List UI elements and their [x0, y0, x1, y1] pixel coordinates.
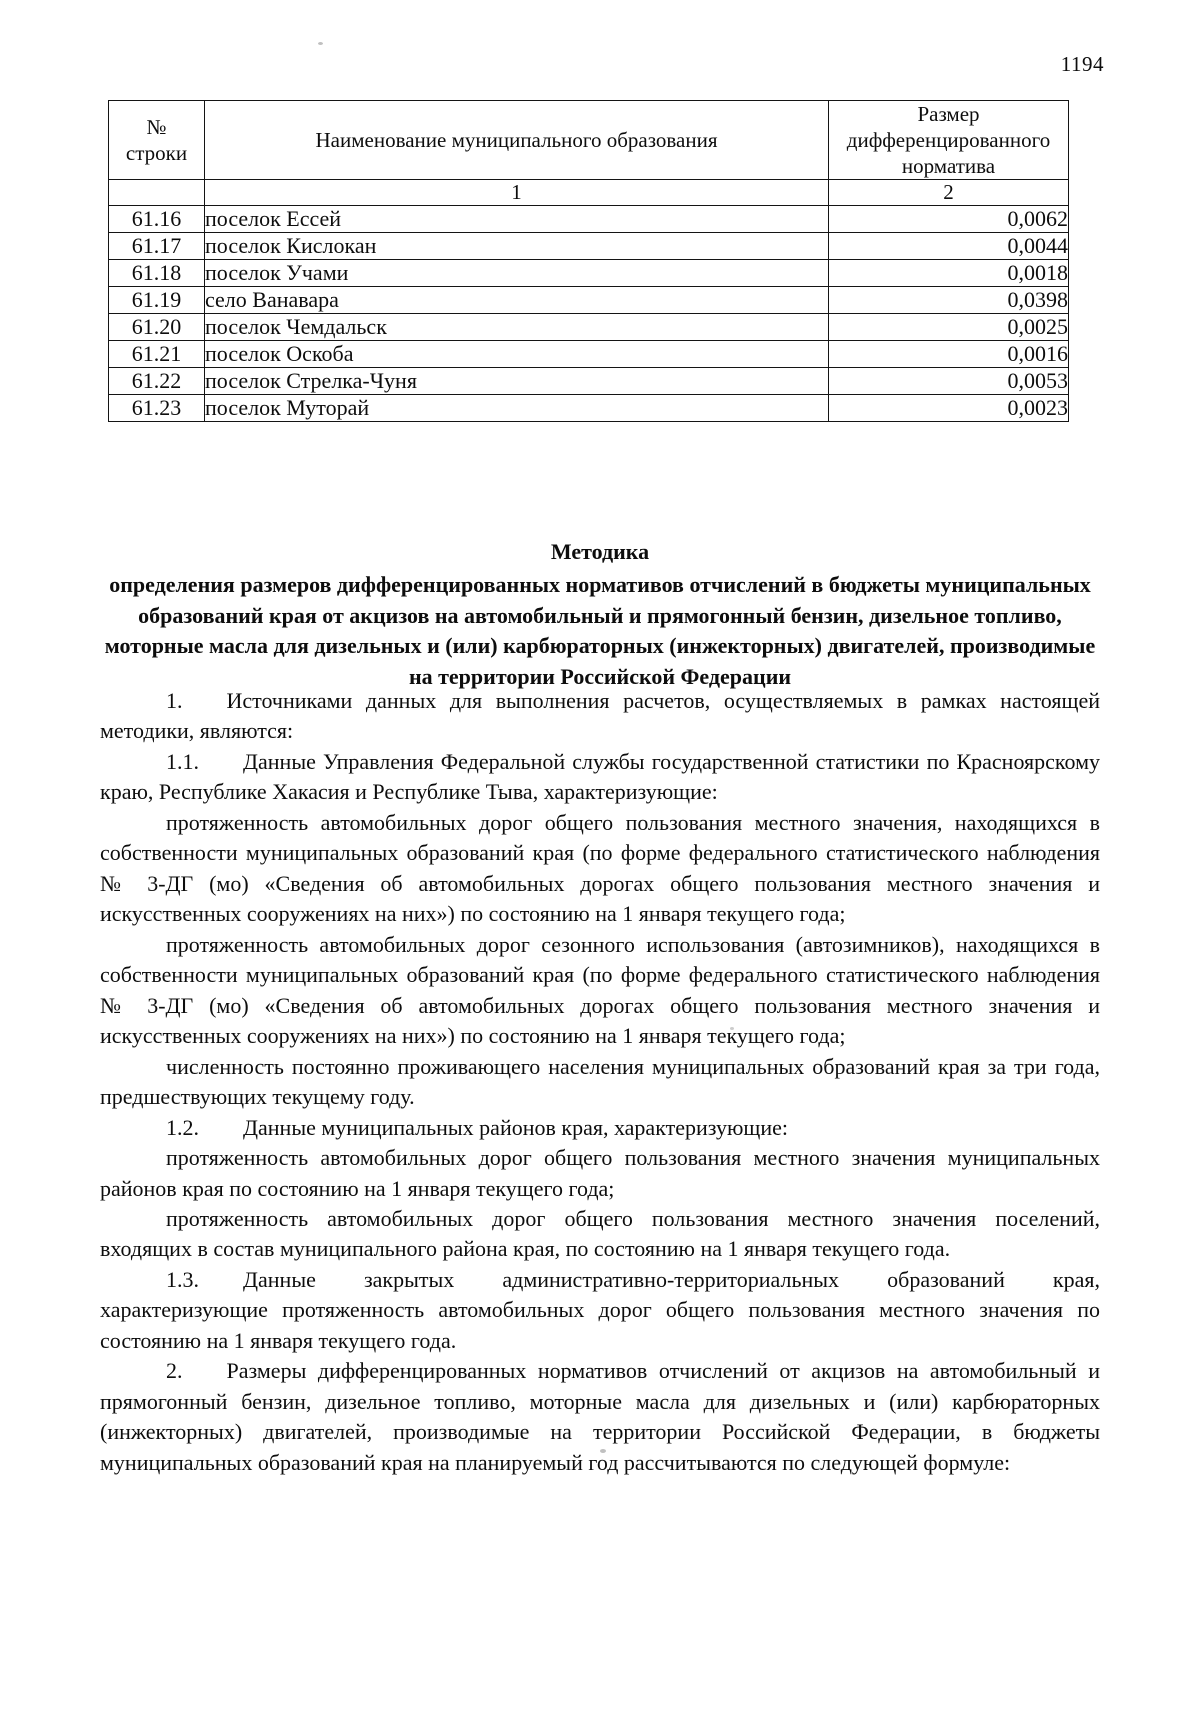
municipality-name: поселок Учами — [205, 260, 829, 287]
normative-value: 0,0023 — [829, 395, 1069, 422]
normative-value: 0,0053 — [829, 368, 1069, 395]
paragraph-1-2-number: 1.2. — [166, 1114, 199, 1140]
paragraph-1-1 — [100, 747, 1100, 808]
table-row — [109, 287, 1069, 314]
normative-value: 0,0398 — [829, 287, 1069, 314]
paragraph-1-2-text: Данные муниципальных районов края, характеризующие: — [243, 1114, 788, 1140]
municipality-name: село Ванавара — [205, 287, 829, 314]
normative-table — [108, 100, 1069, 422]
paragraph-1-number: 1. — [166, 688, 183, 713]
header-normative-size — [829, 101, 1069, 180]
table-column-number-row — [109, 180, 1069, 206]
table-row — [109, 260, 1069, 287]
table-head — [109, 101, 1069, 206]
header-normative-line1: Размер — [917, 102, 980, 126]
page-subtitle: определения размеров дифференцированных нормативов отчислений в бюджеты муниципальных образований края от акцизов на автомобильный и прямогонный бензин, дизельное топливо, моторные масла для дизельных и (или) карбюраторных (инжекторных) двигателей, производимые на территории Российской Федерации — [104, 571, 1096, 690]
row-number: 61.23 — [109, 395, 205, 422]
normative-value: 0,0044 — [829, 233, 1069, 260]
body-text — [100, 686, 1100, 1478]
paragraph-1 — [100, 686, 1100, 747]
paragraph-2-number: 2. — [166, 1358, 183, 1384]
municipality-name: поселок Стрелка-Чуня — [205, 368, 829, 395]
paragraph-1-3-number: 1.3. — [166, 1266, 199, 1292]
header-normative-line2: дифференцированного — [846, 128, 1051, 153]
header-row-number — [109, 101, 205, 180]
row-number: 61.19 — [109, 287, 205, 314]
colnum-normative-size: 2 — [829, 180, 1069, 206]
municipality-name: поселок Муторай — [205, 395, 829, 422]
row-number: 61.16 — [109, 206, 205, 233]
page-number: 1194 — [1060, 52, 1104, 76]
paragraph-1-3 — [100, 1265, 1100, 1356]
table-row — [109, 395, 1069, 422]
colnum-municipality-name: 1 — [205, 180, 829, 206]
paragraph-1-1-number: 1.1. — [166, 748, 199, 774]
municipality-name: поселок Чемдальск — [205, 314, 829, 341]
table-row — [109, 233, 1069, 260]
paragraph-2 — [100, 1356, 1100, 1478]
document-heading — [100, 537, 1100, 693]
paragraph-1-1-text: Данные Управления Федеральной службы государственной статистики по Красноярскому краю, Республике Хакасия и Республике Тыва, характеризующие: — [100, 748, 1100, 805]
row-number: 61.22 — [109, 368, 205, 395]
paragraph-roads-seasonal: протяженность автомобильных дорог сезонного использования (автозимников), находящихся в собственности муниципальных образований края (по форме федерального статистического наблюдения № 3-ДГ (мо) «Сведения об автомобильных дорогах общего пользования местного значения и искусственных сооружениях на них») по состоянию на 1 января текущего года; — [100, 931, 1100, 1049]
scan-speck — [318, 42, 323, 45]
table-body — [109, 206, 1069, 422]
paragraph-1-text: Источниками данных для выполнения расчетов, осуществляемых в рамках настоящей методики, являются: — [100, 688, 1100, 744]
paragraph-population: численность постоянно проживающего населения муниципальных образований края за три года, предшествующих текущему году. — [100, 1053, 1100, 1110]
row-number: 61.17 — [109, 233, 205, 260]
colnum-row-number — [109, 180, 205, 206]
table-row — [109, 206, 1069, 233]
paragraph-settlement-roads: протяженность автомобильных дорог общего пользования местного значения поселений, входящих в состав муниципального района края, по состоянию на 1 января текущего года. — [100, 1205, 1100, 1262]
row-number: 61.21 — [109, 341, 205, 368]
header-row-number-line1: № — [146, 115, 167, 140]
paragraph-roads-local: протяженность автомобильных дорог общего пользования местного значения, находящихся в собственности муниципальных образований края (по форме федерального статистического наблюдения № 3-ДГ (мо) «Сведения об автомобильных дорогах общего пользования местного значения и искусственных сооружениях на них») по состоянию на 1 января текущего года; — [100, 809, 1100, 927]
paragraph-1-2 — [100, 1113, 1100, 1143]
normative-table-container — [108, 100, 1068, 422]
paragraph-2-text: Размеры дифференцированных нормативов отчислений от акцизов на автомобильный и прямогонный бензин, дизельное топливо, моторные масла для дизельных и (или) карбюраторных (инжекторных) двигателей, производимые на территории Российской Федерации, в бюджеты муниципальных образований края на планируемый год рассчитываются по следующей формуле: — [100, 1358, 1100, 1475]
municipality-name: поселок Оскоба — [205, 341, 829, 368]
table-row — [109, 341, 1069, 368]
normative-value: 0,0016 — [829, 341, 1069, 368]
header-municipality-name: Наименование муниципального образования — [205, 101, 829, 180]
table-row — [109, 368, 1069, 395]
paragraph-1-3-text: Данные закрытых административно-территориальных образований края, характеризующие протяженность автомобильных дорог общего пользования местного значения по состоянию на 1 января текущего года. — [100, 1266, 1100, 1353]
normative-value: 0,0025 — [829, 314, 1069, 341]
paragraph-district-roads: протяженность автомобильных дорог общего пользования местного значения муниципальных районов края по состоянию на 1 января текущего года; — [100, 1145, 1100, 1201]
table-row — [109, 314, 1069, 341]
header-normative-line3: норматива — [901, 154, 996, 179]
page-title: Методика — [550, 539, 650, 564]
normative-value: 0,0062 — [829, 206, 1069, 233]
municipality-name: поселок Ессей — [205, 206, 829, 233]
table-header-row — [109, 101, 1069, 180]
header-row-number-line2: строки — [125, 141, 188, 166]
normative-value: 0,0018 — [829, 260, 1069, 287]
row-number: 61.18 — [109, 260, 205, 287]
row-number: 61.20 — [109, 314, 205, 341]
municipality-name: поселок Кислокан — [205, 233, 829, 260]
